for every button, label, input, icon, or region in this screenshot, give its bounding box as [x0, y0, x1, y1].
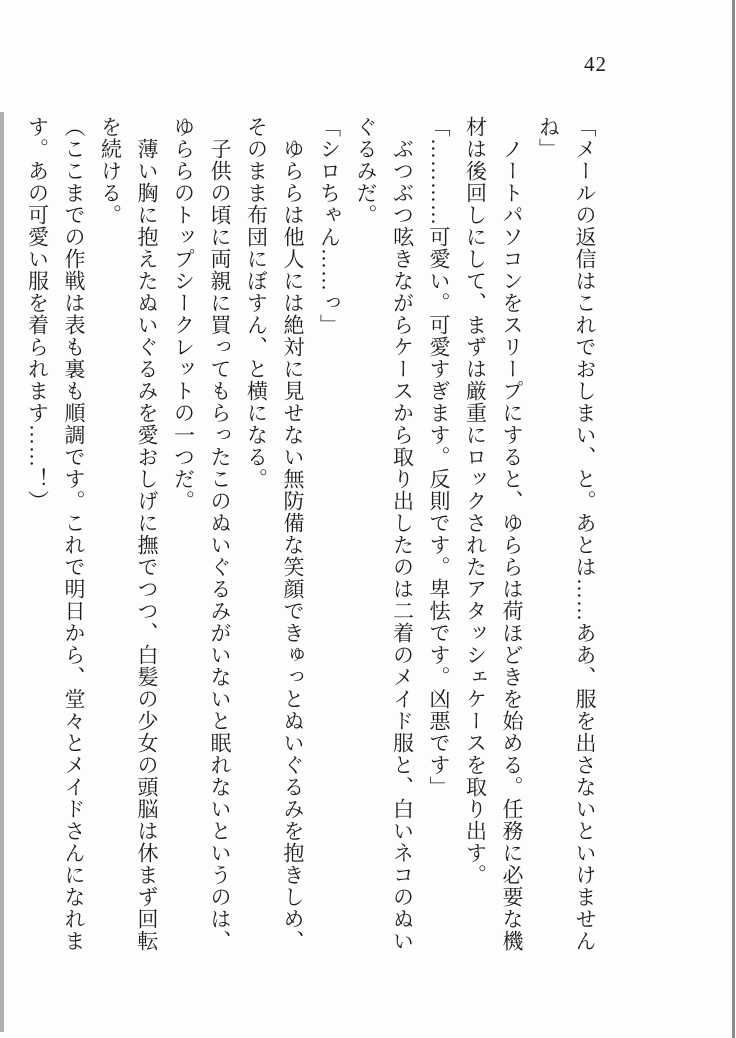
paragraph-narration: 薄い胸に抱えたぬいぐるみを愛おしげに撫でつつ、白髪の少女の頭脳は休まず回転を続ける。 [98, 116, 159, 952]
body-text [19, 116, 603, 956]
paragraph-narration: ゆららは他人には絶対に見せない無防備な笑顔できゅっとぬいぐるみを抱きしめ、そのまま布団にぼすん、と横になる。 [244, 116, 305, 952]
scan-edge-left [0, 112, 4, 1032]
page-number: 42 [584, 52, 607, 76]
paragraph-dialogue: 「メールの返信はこれでおしまい、と。あとは……ああ、服を出さないといけませんね」 [536, 116, 597, 952]
paragraph-narration: 子供の頃に両親に買ってもらったこのぬいぐるみがいないと眠れないというのは、ゆららのトップシークレットの一つだ。 [171, 116, 232, 952]
paragraph-thought: （ここまでの作戦は表も裏も順調です。これで明日から、堂々とメイドさんになれます。あの可愛い服を着られます……！） [25, 116, 86, 952]
scan-edge-right [732, 0, 735, 1038]
paragraph-narration: ノートパソコンをスリープにすると、ゆららは荷ほどきを始める。任務に必要な機材は後回しにして、まずは厳重にロックされたアタッシェケースを取り出す。 [463, 116, 524, 952]
paragraph-narration: ぶつぶつ呟きながらケースから取り出したのは二着のメイド服と、白いネコのぬいぐるみだ。 [354, 116, 415, 952]
paragraph-dialogue: 「シロちゃん……っ」 [317, 116, 342, 336]
paragraph-dialogue: 「…………可愛い。可愛すぎます。反則です。卑怯です。凶悪です」 [427, 116, 451, 798]
